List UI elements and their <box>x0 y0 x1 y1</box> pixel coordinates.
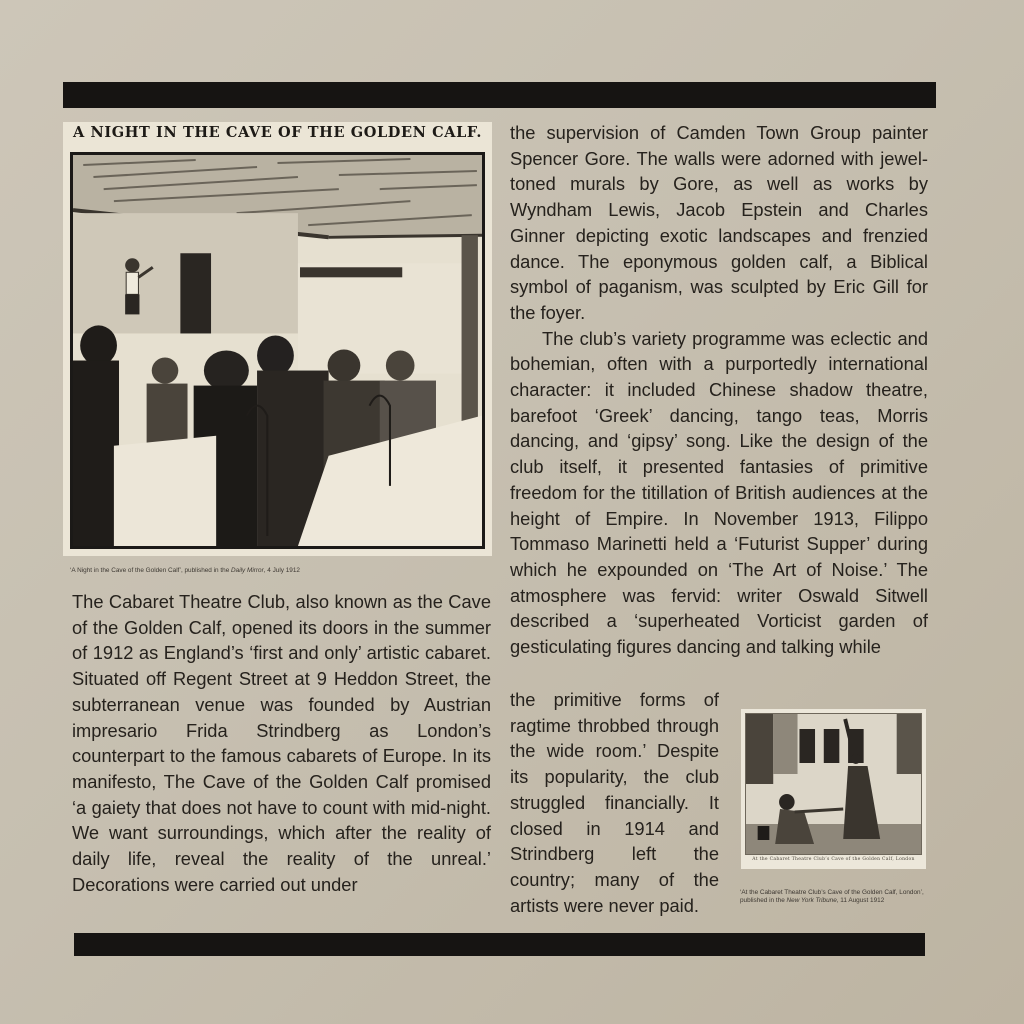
cabaret-illustration <box>70 152 485 549</box>
paragraph-closing: the primitive forms of ragtime throbbed through the wide room.’ Despite its popularity, the club struggled financially. It closed in 1914 and Strindberg left the country; many of the artists were never paid. <box>510 689 719 916</box>
top-decorative-bar <box>63 82 936 108</box>
paragraph-intro: The Cabaret Theatre Club, also known as the Cave of the Golden Calf, opened its doors in the summer of 1912 as England’s ‘first and only’ artistic cabaret. Situated off Regent Street at 9 Heddon Street, the subterranean venue was founded by Austrian impresario Frida Strindberg as London’s counterpart to the famous cabarets of Europe. In its manifesto, The Cave of the Golden Calf promised ‘a gaiety that does not have to count with mid-night. We want surroundings, which after the reality of daily life, reveal the reality of the unreal.’ Decorations were carried out under <box>72 591 491 895</box>
cabaret-sketch-icon <box>73 155 482 546</box>
bottom-decorative-bar <box>74 933 925 956</box>
photo-caption: ‘At the Cabaret Theatre Club’s Cave of the Golden Calf, London’, published in the New York Tribune, 11 August 1912 <box>740 889 924 904</box>
dancers-photo-image <box>745 713 922 855</box>
dancers-photograph <box>741 709 926 869</box>
paragraph-programme: The club’s variety programme was eclectic and bohemian, often with a purportedly international character: it included Chinese shadow theatre, barefoot ‘Greek’ dancing, tango teas, Morris dancing, and ‘gipsy’ song. Like the design of the club itself, it presented fantasies of primitive freedom for the titillation of British audiences at the height of Empire. In November 1913, Filippo Tommaso Marinetti held a ‘Futurist Supper’ during which he expounded on ‘The Art of Noise.’ The atmosphere was fervid: writer Oswald Sitwell described a ‘superheated Vorticist garden of gesticulating figures dancing and talking while <box>510 327 928 658</box>
body-text-left-column <box>72 589 491 897</box>
body-text-narrow-column <box>510 687 719 918</box>
dancers-photo-icon <box>746 714 921 854</box>
body-text-right-column <box>510 120 928 660</box>
newspaper-clipping <box>63 122 492 556</box>
newspaper-headline: A NIGHT IN THE CAVE OF THE GOLDEN CALF. <box>73 124 482 141</box>
photo-subtitle: At the Cabaret Theatre Club’s Cave of the Golden Calf, London <box>752 857 915 862</box>
newspaper-caption: ‘A Night in the Cave of the Golden Calf’, published in the Daily Mirror, 4 July 1912 <box>70 567 300 574</box>
paragraph-decoration: the supervision of Camden Town Group painter Spencer Gore. The walls were adorned with jewel-toned murals by Gore, as well as works by Wyndham Lewis, Jacob Epstein and Charles Ginner depicting exotic landscapes and frenzied dance. The eponymous golden calf, a Biblical symbol of paganism, was sculpted by Eric Gill for the foyer. <box>510 122 928 323</box>
